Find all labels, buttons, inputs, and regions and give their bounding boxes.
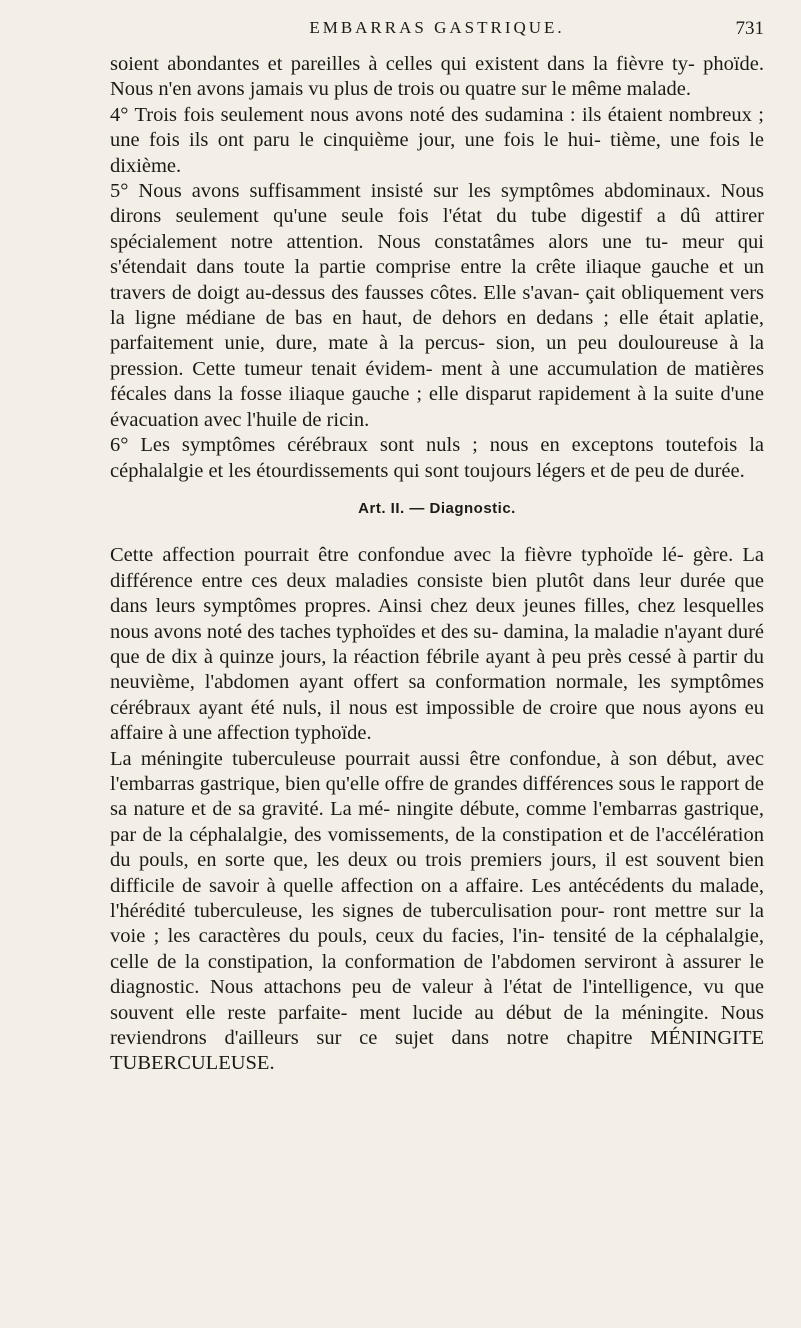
running-title: EMBARRAS GASTRIQUE. [309,18,565,37]
paragraph-3: 5° Nous avons suffisamment insisté sur les symptômes abdominaux. Nous dirons seulement qu'une seule fois l'état du tube digestif a dû attirer spécialement notre attention. Nous constatâmes alors une tu- meur qui s'étendait dans toute la partie comprise entre la crête iliaque gauche et un travers de doigt au-dessus des fausses côtes. Elle s'avan- çait obliquement vers la ligne médiane de bas en haut, de dehors en dedans ; elle était aplatie, parfaitement unie, dure, mate à la percus- sion, un peu douloureuse à la pression. Cette tumeur tenait évidem- ment à une accumulation de matières fécales dans la fosse iliaque gauche ; elle disparut rapidement à la suite d'une évacuation avec l'huile de ricin. [110,180,764,431]
paragraph-1: soient abondantes et pareilles à celles qui existent dans la fièvre ty- phoïde. Nous n'en avons jamais vu plus de trois ou quatre sur le même malade. [110,53,764,101]
paragraph-2: 4° Trois fois seulement nous avons noté des sudamina : ils étaient nombreux ; une fois ils ont paru le cinquième jour, une fois le hui- tième, une fois le dixième. [110,103,764,177]
running-head [110,18,764,50]
page-number: 731 [735,18,764,39]
body-text [110,52,764,1077]
paragraph-4: 6° Les symptômes cérébraux sont nuls ; nous en exceptons toutefois la céphalalgie et les étourdissements qui sont toujours légers et de peu de durée. [110,434,764,482]
paragraph-6: La méningite tuberculeuse pourrait aussi être confondue, à son début, avec l'embarras gastrique, bien qu'elle offre de grandes différences sous le rapport de sa nature et de sa gravité. La mé- ningite débute, comme l'embarras gastrique, par de la céphalalgie, des vomissements, de la constipation et de l'accélération du pouls, en sorte que, les deux ou trois premiers jours, il est souvent bien difficile de savoir à quelle affection on a affaire. Les antécédents du malade, l'hérédité tuberculeuse, les signes de tuberculisation pour- ront mettre sur la voie ; les caractères du pouls, ceux du facies, l'in- tensité de la céphalalgie, celle de la constipation, la conformation de l'abdomen serviront à assurer le diagnostic. Nous attachons peu de valeur à l'état de l'intelligence, vu que souvent elle reste parfaite- ment lucide au début de la méningite. Nous reviendrons d'ailleurs sur ce sujet dans notre chapitre MÉNINGITE TUBERCULEUSE. [110,747,764,1075]
section-heading: Art. II. — Diagnostic. [358,499,516,517]
paragraph-5: Cette affection pourrait être confondue avec la fièvre typhoïde lé- gère. La différence entre ces deux maladies consiste bien plutôt dans leur durée que dans leurs symptômes propres. Ainsi chez deux jeunes filles, chez lesquelles nous avons noté des taches typhoïdes et des su- damina, la maladie n'ayant duré que de dix à quinze jours, la réaction fébrile ayant à peu près cessé à partir du neuvième, l'abdomen ayant offert sa conformation normale, les symptômes cérébraux ayant été nuls, il nous est impossible de croire que nous ayons eu affaire à une affection typhoïde. [110,544,764,745]
